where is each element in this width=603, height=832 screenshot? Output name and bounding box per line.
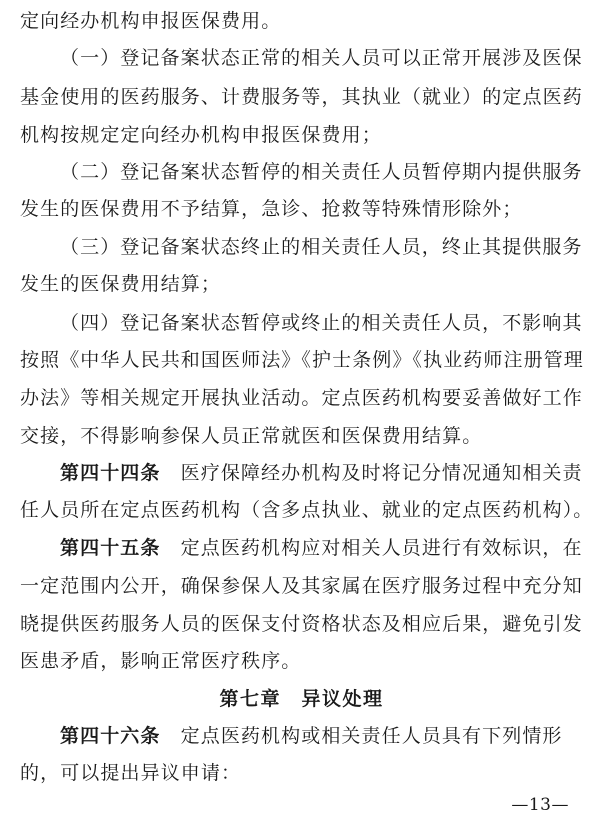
text-line: （四）登记备案状态暂停或终止的相关责任人员，不影响其	[60, 312, 583, 334]
text-line: 的，可以提出异议申请：	[20, 762, 242, 784]
article-46-line	[60, 723, 563, 749]
article-44-text: 医疗保障经办机构及时将记分情况通知相关责	[180, 462, 583, 484]
article-44-heading: 第四十四条	[60, 462, 161, 484]
text-line: 一定范围内公开，确保参保人及其家属在医疗服务过程中充分知	[20, 575, 583, 597]
text-line: （三）登记备案状态终止的相关责任人员，终止其提供服务	[60, 236, 583, 258]
text-line: 按照《中华人民共和国医师法》《护士条例》《执业药师注册管理	[20, 349, 584, 371]
text-line: 晓提供医药服务人员的医保支付资格状态及相应后果，避免引发	[20, 613, 583, 635]
article-46-text: 定点医药机构或相关责任人员具有下列情形	[180, 725, 563, 747]
text-line: 医患矛盾，影响正常医疗秩序。	[20, 650, 302, 672]
text-line: 发生的医保费用不予结算，急诊、抢救等特殊情形除外；	[20, 198, 523, 220]
text-line: 办法》等相关规定开展执业活动。定点医药机构要妥善做好工作	[20, 387, 583, 409]
article-45-line	[60, 535, 583, 561]
text-line: （二）登记备案状态暂停的相关责任人员暂停期内提供服务	[60, 161, 583, 183]
article-45-text: 定点医药机构应对相关人员进行有效标识，在	[180, 537, 583, 559]
article-45-heading: 第四十五条	[60, 537, 161, 559]
article-44-line	[60, 460, 583, 486]
text-line: 定向经办机构申报医保费用。	[20, 10, 282, 32]
article-46-heading: 第四十六条	[60, 725, 161, 747]
text-line: （一）登记备案状态正常的相关人员可以正常开展涉及医保	[60, 47, 583, 69]
page-number: —13—	[511, 795, 569, 815]
text-line: 发生的医保费用结算；	[20, 273, 222, 295]
text-line: 基金使用的医药服务、计费服务等，其执业（就业）的定点医药	[20, 86, 583, 108]
text-line: 机构按规定定向经办机构申报医保费用；	[20, 124, 382, 146]
chapter-title: 第七章 异议处理	[219, 688, 384, 710]
text-line: 交接，不得影响参保人员正常就医和医保费用结算。	[20, 425, 483, 447]
text-line: 任人员所在定点医药机构（含多点执业、就业的定点医药机构）。	[20, 499, 594, 521]
